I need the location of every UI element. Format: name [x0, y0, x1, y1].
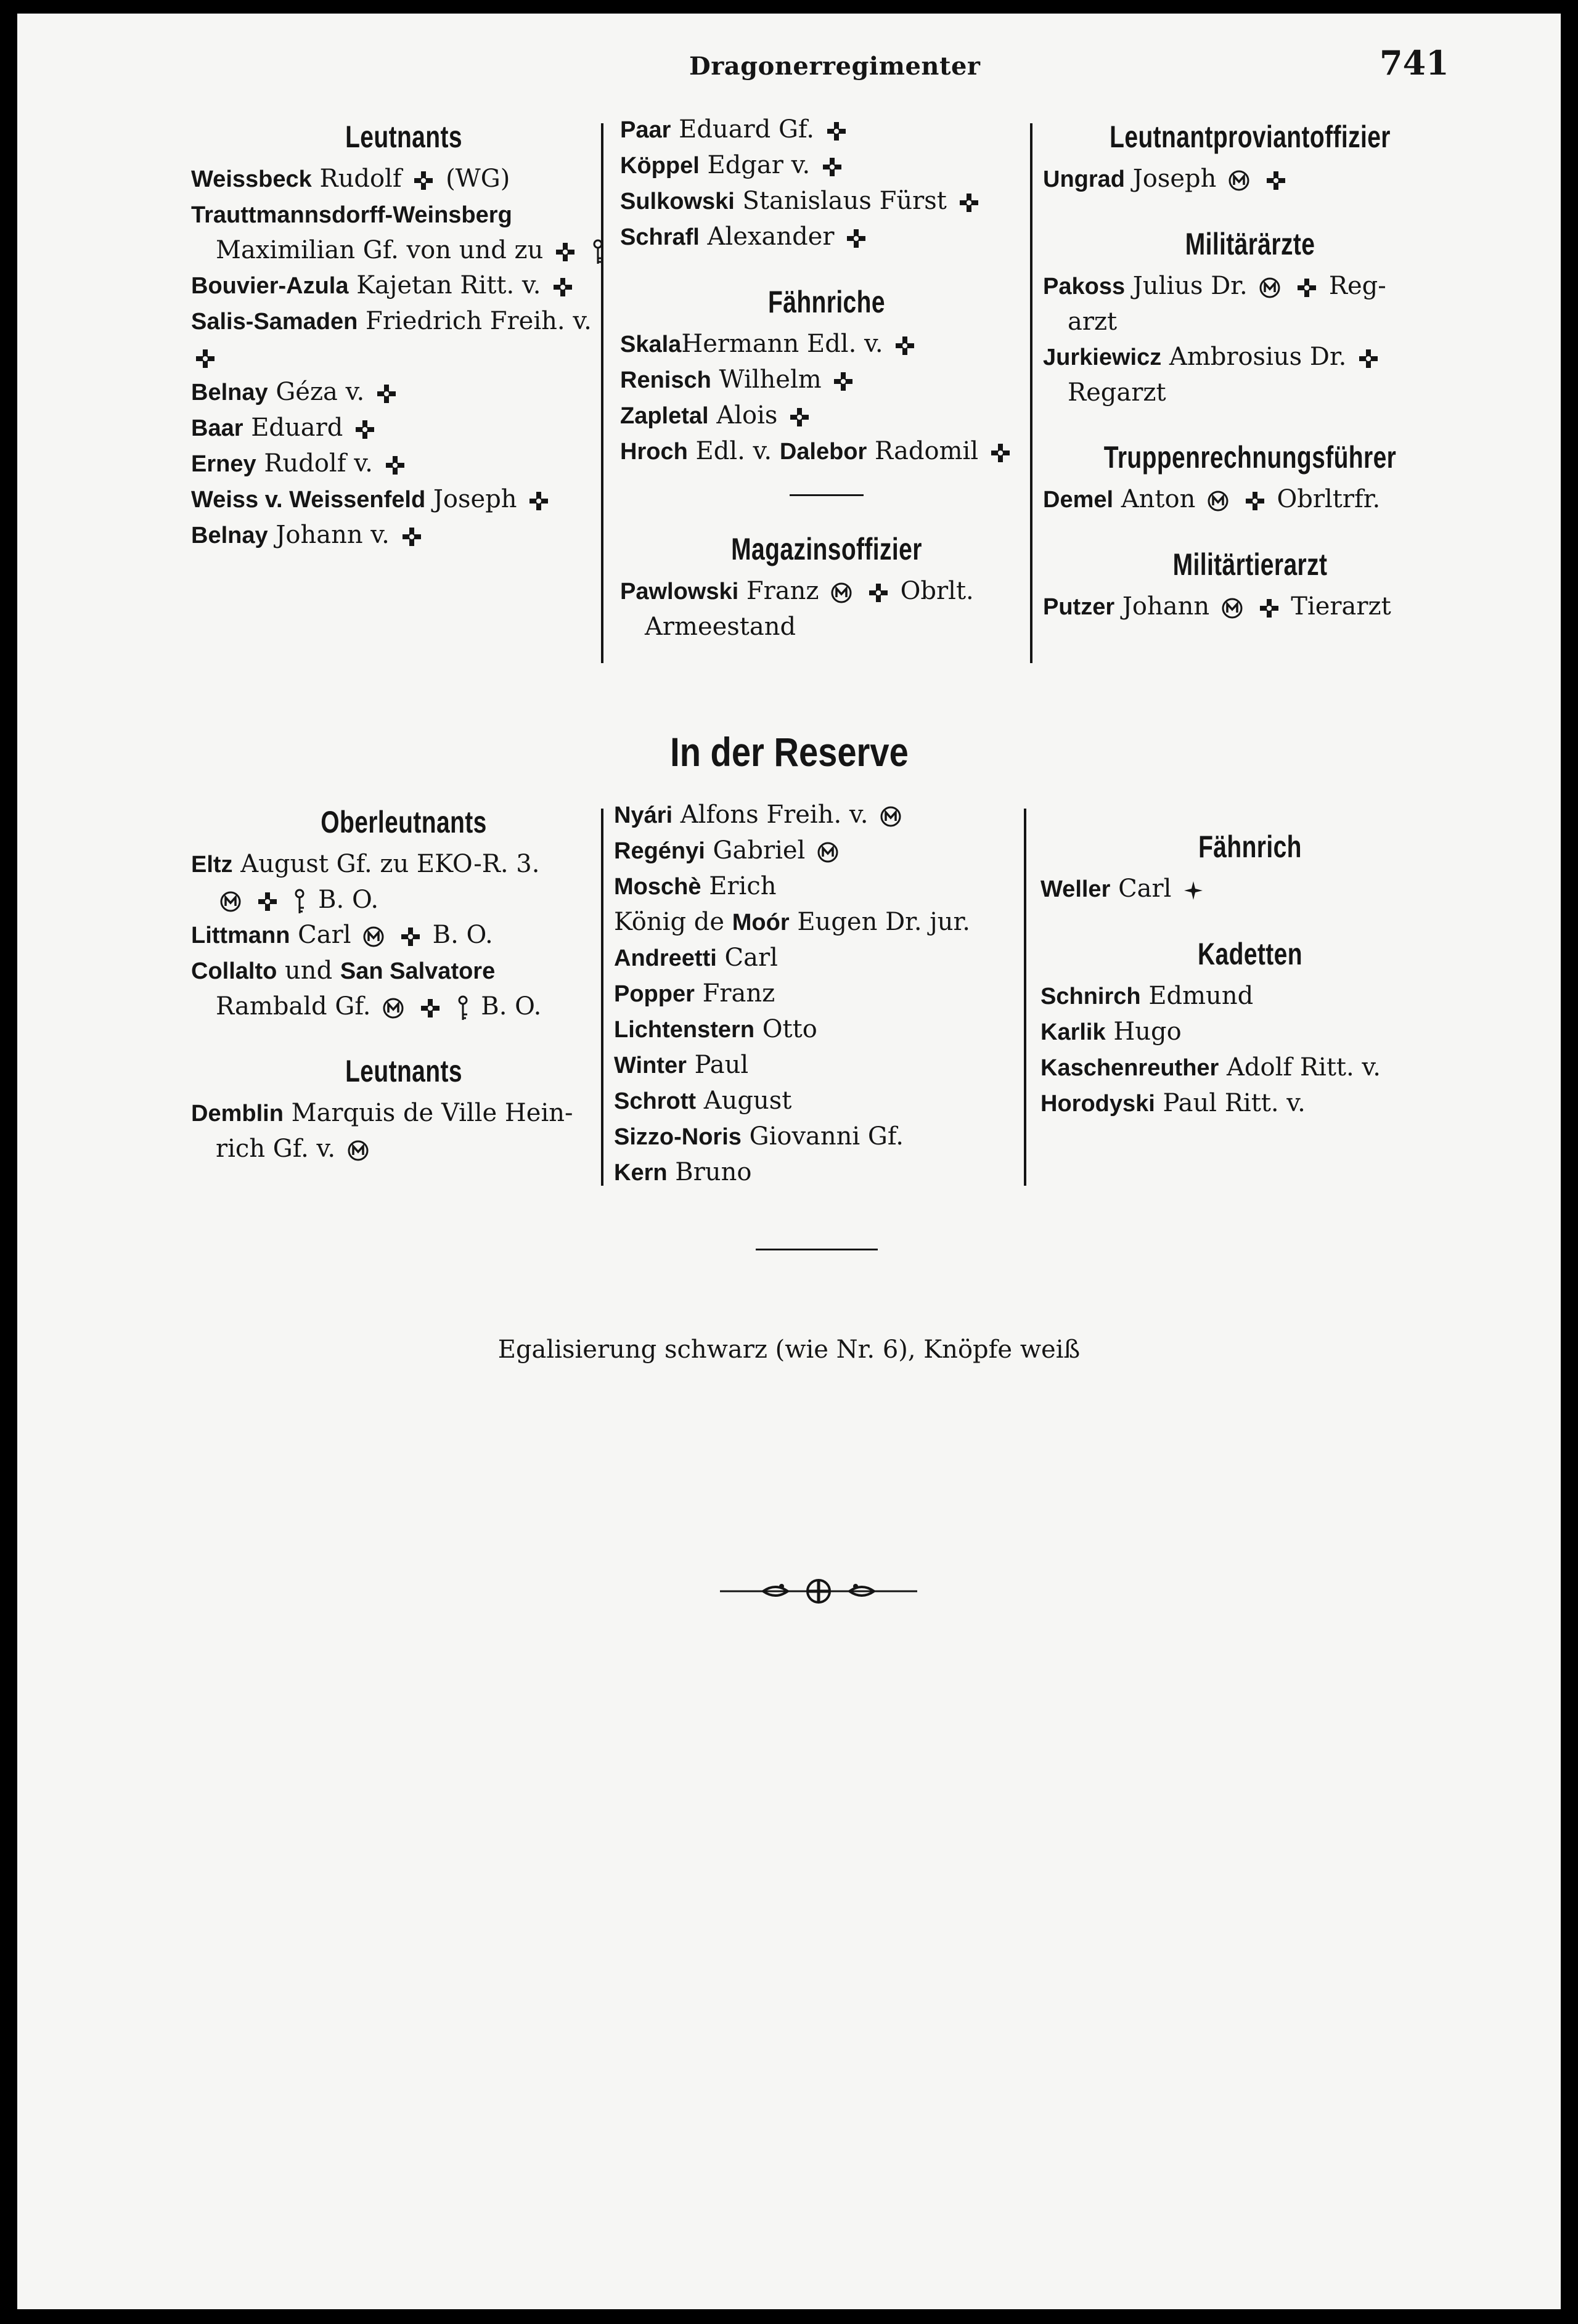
entry-continuation	[1043, 375, 1457, 410]
entry-text	[388, 921, 396, 949]
entry-text: Carl	[716, 944, 778, 972]
merit-cross-icon	[868, 582, 889, 603]
entry-text: Anton	[1113, 485, 1204, 513]
officer-surname: Weiss v. Weissenfeld	[191, 487, 426, 513]
officer-surname: Sulkowski	[620, 189, 735, 214]
merit-cross-icon	[1296, 277, 1317, 298]
entry-text: und	[277, 956, 340, 985]
merit-cross-icon	[1358, 348, 1379, 369]
officer-surname: Regényi	[614, 838, 705, 864]
medal-m-icon	[1221, 597, 1243, 619]
officer-surname: Weller	[1040, 876, 1111, 902]
officer-surname: Schnirch	[1040, 984, 1141, 1009]
entry-text	[408, 992, 416, 1021]
medal-m-icon	[347, 1140, 369, 1162]
officer-surname: Schrafl	[620, 224, 700, 250]
merit-cross-icon	[990, 442, 1011, 463]
entry-text: Alfons Freih. v.	[672, 801, 877, 829]
entry-text: Gabriel	[705, 836, 814, 865]
rank-heading: Fähnriche	[768, 285, 885, 319]
officer-surname: Erney	[191, 451, 256, 477]
officer-surname: Jurkiewicz	[1043, 345, 1162, 370]
officer-surname: Baar	[191, 415, 243, 441]
entry-text: Giovanni Gf.	[741, 1122, 904, 1151]
rank-heading: Kadetten	[1198, 937, 1302, 971]
officer-surname: Putzer	[1043, 594, 1115, 620]
block-gap	[191, 1024, 616, 1046]
block-gap	[1040, 907, 1460, 929]
officer-entry	[614, 869, 1027, 905]
officer-entry	[191, 953, 616, 1024]
officer-entry	[614, 1119, 1027, 1155]
officer-entry	[620, 574, 1033, 645]
officer-surname: Köppel	[620, 153, 700, 179]
entry-text: Edl. v.	[687, 437, 780, 465]
officer-entry	[1043, 161, 1457, 197]
officer-surname: Kern	[614, 1160, 668, 1186]
entry-text: Joseph	[425, 485, 525, 513]
footer-note: Egalisierung schwarz (wie Nr. 6), Knöpfe weiß	[497, 1335, 1081, 1364]
officer-surname: Skala	[620, 332, 682, 357]
entry-text: Regarzt	[1068, 378, 1166, 407]
officer-entry	[620, 219, 1033, 255]
entry-text: Rambald Gf.	[216, 992, 379, 1021]
merit-cross-icon	[959, 192, 979, 213]
officer-surname: Moschè	[614, 874, 701, 900]
officer-surname: Renisch	[620, 367, 711, 393]
footer-note-wrap	[17, 1335, 1561, 1364]
entry-text: B. O.	[424, 921, 493, 949]
merit-cross-icon	[822, 157, 843, 177]
column-divider	[1024, 809, 1026, 1186]
merit-cross-icon	[354, 419, 375, 440]
block-gap	[1043, 197, 1457, 219]
officer-entry	[620, 148, 1033, 184]
officer-surname: Weissbeck	[191, 166, 312, 192]
entry-text: Edmund	[1140, 982, 1254, 1010]
merit-cross-icon	[195, 348, 216, 369]
merit-cross-icon	[833, 371, 854, 392]
page-number: 741	[1380, 43, 1449, 83]
officer-entry	[620, 398, 1033, 434]
medal-m-icon	[830, 582, 852, 604]
medal-m-icon	[362, 926, 385, 948]
officer-surname: Belnay	[191, 523, 268, 548]
officer-surname: Schrott	[614, 1088, 696, 1114]
officer-entry	[614, 833, 1027, 869]
entry-text: Maximilian Gf. von und zu	[216, 236, 552, 264]
section1-col3	[1043, 112, 1457, 625]
merit-cross-icon	[528, 491, 549, 512]
entry-text: Stanislaus Fürst	[734, 187, 955, 215]
officer-entry	[191, 482, 616, 518]
merit-cross-icon	[894, 335, 915, 356]
officer-surname: Horodyski	[1040, 1091, 1155, 1117]
entry-bold-name: San Salvatore	[340, 958, 496, 984]
officer-surname: Collalto	[191, 958, 277, 984]
officer-entry	[1043, 589, 1457, 625]
officer-surname: Zapletal	[620, 403, 709, 429]
officer-surname: Pawlowski	[620, 579, 739, 605]
merit-cross-icon	[1265, 170, 1286, 191]
entry-text	[1285, 272, 1293, 300]
rank-heading: Leutnants	[345, 120, 462, 154]
officer-entry	[191, 197, 616, 268]
reserve-title: In der Reserve	[669, 729, 909, 775]
entry-text: Alexander	[699, 222, 843, 251]
entry-text	[1254, 165, 1262, 193]
officer-surname: Littmann	[191, 923, 290, 948]
officer-surname: Winter	[614, 1053, 687, 1078]
medal-m-icon	[219, 891, 242, 913]
entry-continuation	[1043, 304, 1457, 340]
officer-entry	[1040, 1086, 1460, 1122]
officer-surname: Eltz	[191, 852, 233, 878]
entry-text: August	[696, 1087, 792, 1115]
officer-entry	[620, 434, 1033, 470]
officer-surname: Lichtenstern	[614, 1017, 755, 1043]
rank-heading: Fähnrich	[1198, 830, 1302, 864]
entry-text: B. O.	[310, 886, 379, 914]
officer-entry	[614, 940, 1027, 976]
officer-entry	[191, 304, 616, 375]
officer-entry	[1040, 979, 1460, 1014]
entry-text: Otto	[754, 1015, 817, 1043]
officer-entry	[191, 918, 616, 953]
section1-col1	[191, 112, 616, 553]
officer-surname: Popper	[614, 981, 695, 1007]
column-divider	[601, 809, 603, 1186]
entry-text: Carl	[290, 921, 359, 949]
merit-cross-icon	[789, 407, 810, 428]
entry-text: Rudolf	[311, 165, 410, 193]
block-gap	[1043, 410, 1457, 433]
officer-entry	[614, 1083, 1027, 1119]
entry-text: Eduard Gf.	[671, 115, 822, 144]
entry-text: Armeestand	[645, 613, 796, 641]
officer-entry	[1043, 482, 1457, 518]
section2-col1	[191, 797, 616, 1167]
merit-cross-icon	[826, 121, 847, 142]
entry-text: Joseph	[1125, 165, 1225, 193]
medal-m-icon	[1259, 277, 1281, 299]
section1-col2	[620, 112, 1033, 645]
entry-continuation	[620, 610, 1033, 645]
entry-text: (WG)	[438, 165, 510, 193]
entry-text: August Gf. zu EKO-R. 3.	[232, 850, 540, 878]
officer-surname: Andreetti	[614, 945, 717, 971]
rank-heading: Magazinsoffizier	[731, 532, 922, 566]
officer-entry	[614, 1012, 1027, 1048]
entry-text	[1247, 592, 1255, 621]
officer-surname: Sizzo-Noris	[614, 1124, 742, 1150]
entry-text: Hermann Edl. v.	[681, 330, 891, 358]
officer-surname: Demel	[1043, 487, 1114, 513]
document-page	[17, 14, 1561, 2309]
medal-m-icon	[382, 997, 404, 1019]
officer-surname: Nyári	[614, 802, 673, 828]
entry-text: Carl	[1110, 875, 1180, 903]
entry-text: Hugo	[1105, 1017, 1182, 1046]
entry-text: Johann	[1114, 592, 1217, 621]
officer-entry	[191, 375, 616, 410]
entry-continuation	[191, 989, 616, 1024]
merit-cross-icon	[846, 228, 867, 249]
entry-text: Wilhelm	[711, 365, 830, 394]
rank-heading: Truppenrechnungsführer	[1103, 440, 1397, 475]
section2-col2	[614, 797, 1027, 1191]
entry-text: Franz	[738, 577, 827, 605]
entry-text	[444, 992, 452, 1021]
merit-cross-icon	[385, 455, 406, 476]
officer-entry	[191, 1096, 616, 1167]
officer-entry	[614, 1155, 1027, 1191]
entry-continuation	[191, 233, 616, 268]
medal-m-icon	[1207, 490, 1229, 512]
entry-text: Reg-	[1321, 272, 1386, 300]
block-rule	[790, 494, 864, 496]
medal-m-icon	[817, 841, 839, 863]
officer-surname: Hroch	[620, 439, 688, 465]
officer-surname: Salis-Samaden	[191, 309, 358, 335]
column-divider	[601, 123, 603, 663]
entry-text	[1233, 485, 1241, 513]
entry-continuation	[191, 883, 616, 918]
entry-text: Géza v.	[268, 378, 372, 406]
chamberlain-key-icon	[293, 888, 306, 915]
entry-text: Paul	[686, 1051, 749, 1079]
entry-text: Obrltrfr.	[1269, 485, 1381, 513]
star-cross-icon	[1183, 880, 1204, 901]
merit-cross-icon	[413, 170, 434, 191]
officer-entry	[614, 797, 1027, 833]
officer-entry	[191, 410, 616, 446]
merit-cross-icon	[257, 891, 278, 912]
medal-m-icon	[1228, 169, 1250, 192]
officer-entry	[620, 184, 1033, 219]
officer-surname: Bouvier-Azula	[191, 273, 349, 299]
column-divider	[1030, 123, 1032, 663]
officer-surname: Karlik	[1040, 1019, 1106, 1045]
merit-cross-icon	[400, 926, 421, 947]
merit-cross-icon	[1259, 598, 1280, 619]
entry-text: Ambrosius Dr.	[1161, 343, 1355, 371]
rank-heading: Leutnants	[345, 1054, 462, 1088]
entry-text: Rudolf v.	[256, 449, 381, 478]
entry-text: arzt	[1068, 308, 1118, 336]
officer-entry	[191, 847, 616, 918]
medal-m-icon	[880, 805, 902, 828]
entry-text: Bruno	[667, 1158, 752, 1186]
entry-text: rich Gf. v.	[216, 1135, 343, 1163]
block-gap	[620, 255, 1033, 277]
officer-entry	[191, 446, 616, 482]
officer-entry	[191, 518, 616, 553]
rank-heading: Oberleutnants	[321, 805, 487, 839]
merit-cross-icon	[420, 998, 441, 1019]
rank-heading: Leutnantproviantoffizier	[1110, 120, 1391, 154]
rank-heading: Militärärzte	[1185, 227, 1315, 261]
separator-rule	[756, 1249, 878, 1250]
officer-entry	[1040, 1050, 1460, 1086]
merit-cross-icon	[376, 383, 397, 404]
officer-entry	[1040, 871, 1460, 907]
entry-text: Julius Dr.	[1125, 272, 1256, 300]
officer-surname: Pakoss	[1043, 274, 1126, 300]
entry-text	[245, 886, 253, 914]
entry-text	[579, 236, 587, 264]
entry-text: Friedrich Freih. v.	[358, 307, 592, 335]
rank-heading: Militärtierarzt	[1172, 547, 1328, 582]
merit-cross-icon	[401, 526, 422, 547]
officer-entry	[614, 905, 1027, 940]
officer-surname: Belnay	[191, 380, 268, 406]
reserve-title-wrap	[17, 728, 1561, 775]
officer-surname: Paar	[620, 117, 671, 143]
officer-surname: Demblin	[191, 1101, 284, 1127]
officer-entry	[614, 976, 1027, 1012]
officer-entry	[191, 268, 616, 304]
officer-entry	[1043, 340, 1457, 410]
merit-cross-icon	[1245, 491, 1265, 512]
entry-text: Franz	[694, 979, 775, 1008]
officer-entry	[1043, 269, 1457, 340]
entry-text: Alois	[708, 401, 786, 430]
entry-text: König de	[614, 908, 732, 936]
entry-text: Erich	[701, 872, 777, 900]
entry-text: Johann v.	[268, 521, 398, 549]
entry-continuation	[191, 1131, 616, 1167]
officer-surname: Ungrad	[1043, 166, 1125, 192]
officer-entry	[191, 161, 616, 197]
merit-cross-icon	[552, 277, 573, 298]
entry-text: Eugen Dr. jur.	[789, 908, 970, 936]
chamberlain-key-icon	[456, 995, 470, 1022]
ornament-icon	[708, 1573, 930, 1610]
merit-cross-icon	[555, 242, 576, 263]
entry-text	[282, 886, 290, 914]
officer-entry	[614, 1048, 1027, 1083]
officer-surname: Kaschenreuther	[1040, 1055, 1219, 1081]
block-gap	[1043, 518, 1457, 540]
officer-surname: Trauttmannsdorff-Weinsberg	[191, 202, 512, 228]
entry-text: Edgar v.	[699, 151, 818, 179]
entry-text: Kajetan Ritt. v.	[348, 271, 549, 300]
entry-text	[856, 577, 864, 605]
entry-text: Adolf Ritt. v.	[1219, 1053, 1381, 1082]
officer-entry	[1040, 1014, 1460, 1050]
officer-entry	[620, 327, 1033, 362]
entry-bold-name: Dalebor	[779, 439, 867, 465]
entry-text: Tierarzt	[1283, 592, 1391, 621]
entry-text: Eduard	[243, 414, 351, 442]
officer-entry	[620, 362, 1033, 398]
running-title: Dragonerregimenter	[689, 52, 981, 81]
entry-bold-name: Moór	[732, 910, 790, 936]
entry-text: B. O.	[473, 992, 542, 1021]
entry-text: Marquis de Ville Hein-	[283, 1099, 573, 1127]
section2-col3	[1040, 822, 1460, 1122]
officer-entry	[620, 112, 1033, 148]
block-gap	[620, 502, 1033, 524]
entry-text: Obrlt.	[892, 577, 974, 605]
entry-text: Radomil	[867, 437, 986, 465]
entry-text: Paul Ritt. v.	[1155, 1089, 1306, 1117]
